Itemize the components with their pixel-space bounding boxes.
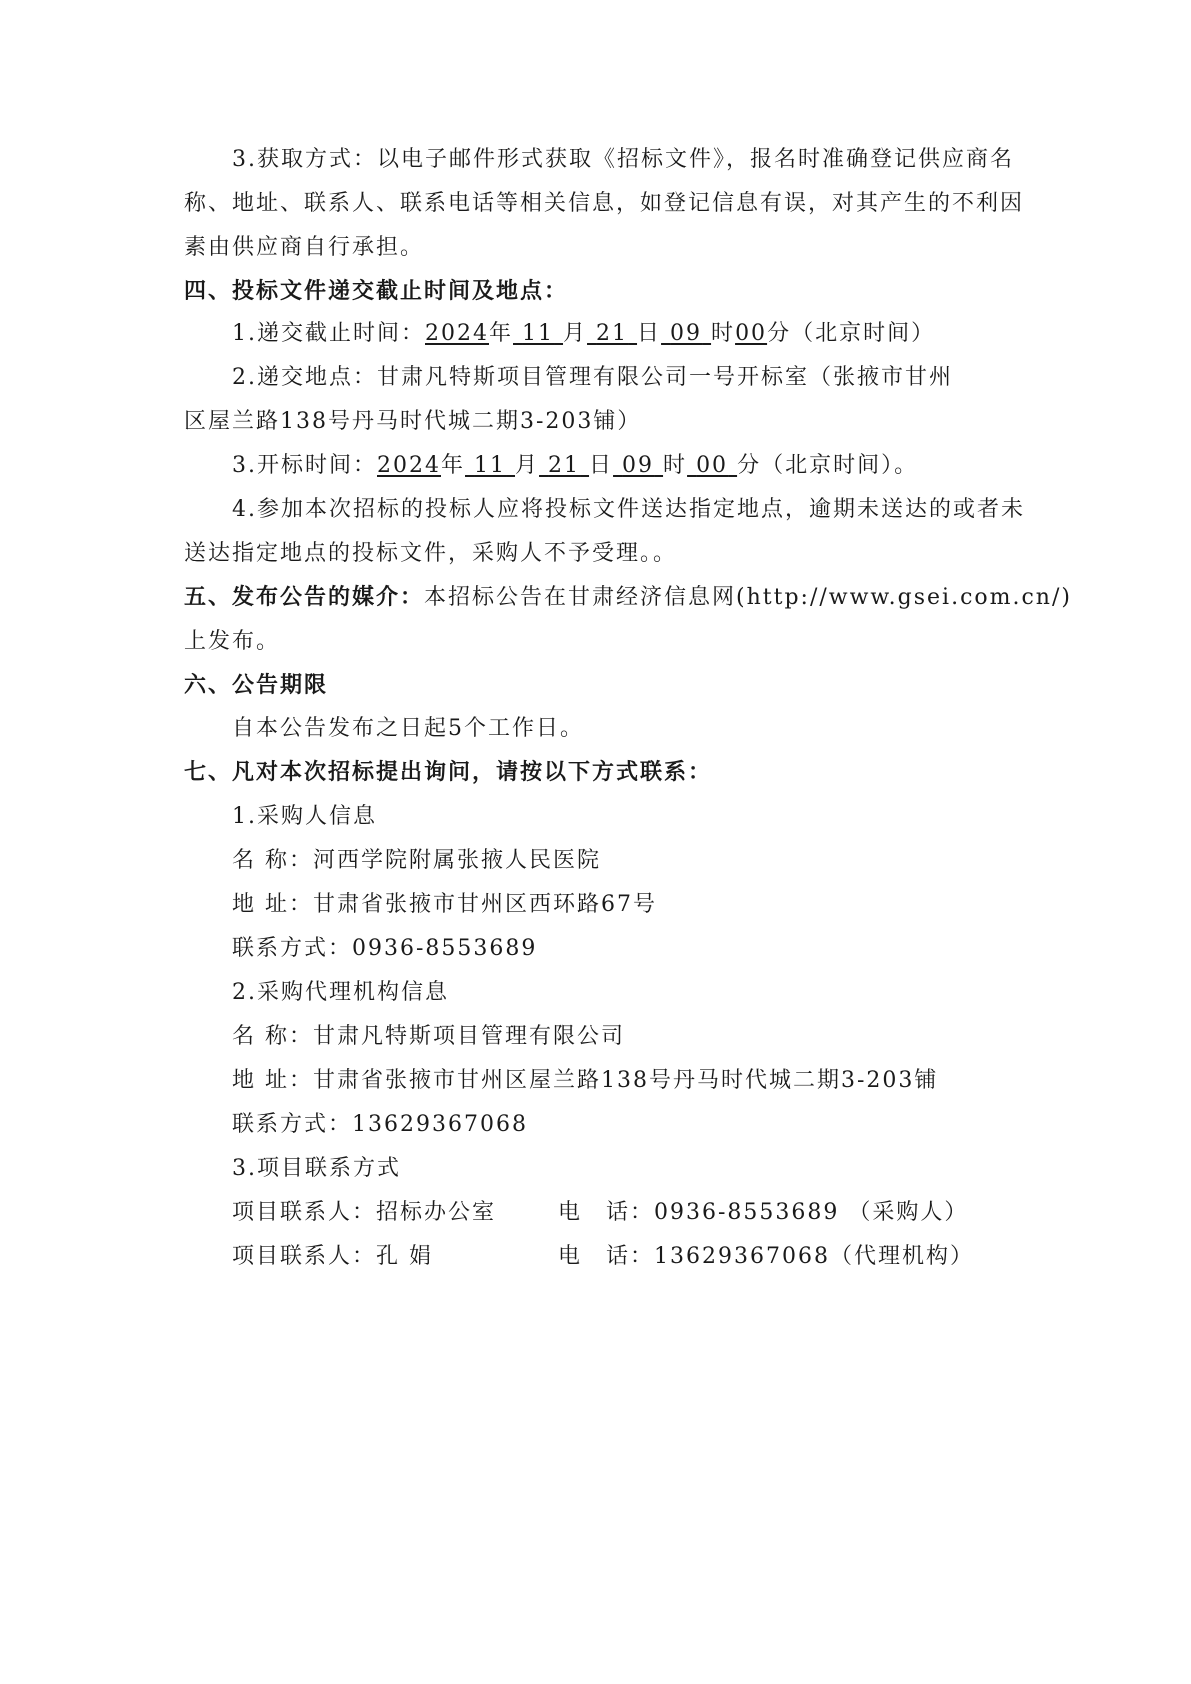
project-contact-1-phone: 电 话：0936-8553689 （采购人） [558, 1200, 969, 1225]
publication-media-text: 本招标公告在甘肃经济信息网(http://www.gsei.com.cn/) [424, 585, 1072, 610]
project-contact-title: 3.项目联系方式 [232, 1156, 401, 1181]
opening-month-unit: 月 [515, 453, 540, 478]
opening-year-unit: 年 [441, 453, 466, 478]
deadline-label: 1.递交截止时间： [232, 321, 425, 346]
opening-month: 11 [474, 453, 507, 478]
agency-name: 名 称：甘肃凡特斯项目管理有限公司 [232, 1024, 625, 1049]
bidder-notice-line1: 4.参加本次招标的投标人应将投标文件送达指定地点，逾期未送达的或者未 [232, 497, 1025, 522]
section4-heading: 四、投标文件递交截止时间及地点： [184, 279, 569, 304]
deadline-hour-unit: 时 [711, 321, 736, 346]
acquisition-method-line2: 称、地址、联系人、联系电话等相关信息，如登记信息有误，对其产生的不利因 [184, 191, 1025, 216]
deadline-year: 2024 [425, 321, 489, 346]
agency-info-title: 2.采购代理机构信息 [232, 980, 449, 1005]
opening-day: 21 [548, 453, 581, 478]
opening-year: 2024 [377, 453, 441, 478]
notice-period-text: 自本公告发布之日起5个工作日。 [232, 716, 584, 741]
section6-heading: 六、公告期限 [184, 673, 329, 698]
deadline-month: 11 [522, 321, 555, 346]
project-contact-2-name: 项目联系人：孔 娟 [232, 1244, 433, 1269]
agency-address: 地 址：甘肃省张掖市甘州区屋兰路138号丹马时代城二期3-203铺 [232, 1068, 939, 1093]
buyer-contact: 联系方式：0936-8553689 [232, 936, 538, 961]
publication-media [184, 583, 1072, 613]
deadline-minute-unit: 分（北京时间） [767, 321, 936, 346]
project-contact-2-phone: 电 话：13629367068（代理机构） [558, 1244, 974, 1269]
opening-day-unit: 日 [589, 453, 614, 478]
buyer-info-title: 1.采购人信息 [232, 804, 377, 829]
opening-minute: 00 [696, 453, 729, 478]
opening-label: 3.开标时间： [232, 453, 377, 478]
project-contact-1-name: 项目联系人：招标办公室 [232, 1200, 497, 1225]
section5-heading: 五、发布公告的媒介： [184, 585, 425, 610]
buyer-name: 名 称：河西学院附属张掖人民医院 [232, 848, 601, 873]
deadline-hour: 09 [670, 321, 703, 346]
deadline-month-unit: 月 [563, 321, 588, 346]
deadline-day: 21 [596, 321, 629, 346]
deadline-minute: 00 [735, 321, 768, 346]
opening-hour: 09 [622, 453, 655, 478]
bid-opening-time [232, 451, 918, 481]
acquisition-method-line1: 3.获取方式：以电子邮件形式获取《招标文件》，报名时准确登记供应商名 [232, 147, 1014, 172]
buyer-address: 地 址：甘肃省张掖市甘州区西环路67号 [232, 892, 657, 917]
project-contact-row-2 [232, 1242, 1112, 1272]
bidder-notice-line2: 送达指定地点的投标文件，采购人不予受理。。 [184, 541, 678, 566]
publication-media-line2: 上发布。 [184, 629, 281, 654]
submission-place-line2: 区屋兰路138号丹马时代城二期3-203铺） [184, 409, 642, 434]
deadline-year-unit: 年 [489, 321, 514, 346]
submission-place-line1: 2.递交地点：甘肃凡特斯项目管理有限公司一号开标室（张掖市甘州 [232, 365, 953, 390]
opening-hour-unit: 时 [663, 453, 688, 478]
submission-deadline [232, 319, 935, 349]
section7-heading: 七、凡对本次招标提出询问，请按以下方式联系： [184, 760, 713, 785]
agency-contact: 联系方式：13629367068 [232, 1112, 528, 1137]
project-contact-row-1 [232, 1198, 1112, 1228]
opening-minute-unit: 分（北京时间）。 [737, 453, 919, 478]
deadline-day-unit: 日 [637, 321, 662, 346]
acquisition-method-line3: 素由供应商自行承担。 [184, 235, 425, 260]
